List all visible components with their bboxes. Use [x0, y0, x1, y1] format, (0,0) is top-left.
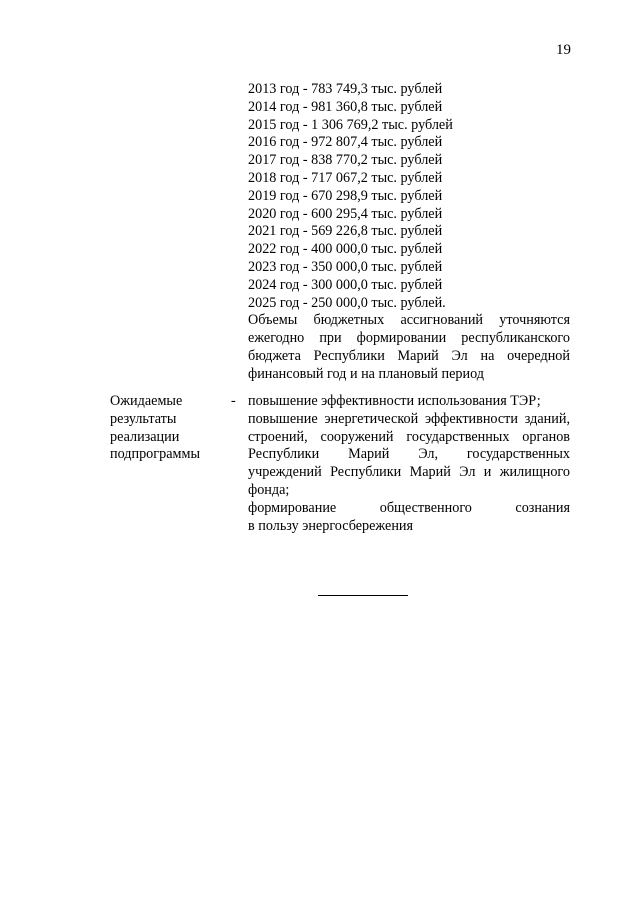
budget-year-line: 2013 год - 783 749,3 тыс. рублей	[248, 81, 443, 97]
budget-year-line: 2022 год - 400 000,0 тыс. рублей	[248, 241, 443, 258]
budget-year-line: 2016 год - 972 807,4 тыс. рублей	[248, 134, 443, 151]
page-number: 19	[556, 42, 571, 58]
label-line: результаты	[110, 410, 177, 427]
budget-year-line: 2018 год - 717 067,2 тыс. рублей	[248, 169, 443, 186]
budget-year-line: 2015 год - 1 306 769,2 тыс. рублей	[248, 116, 453, 133]
budget-year-line: 2014 год - 981 360,8 тыс. рублей	[248, 98, 443, 115]
budget-year-line: 2025 год - 250 000,0 тыс. рублей.	[248, 294, 446, 311]
result-item: повышение энергетической эффективности зданий, строений, сооружений государственных органов Республики Марий Эл, государственных учреждений Республики Марий Эл и жилищного фонда;	[248, 410, 570, 498]
result-item: формирование общественного сознания	[248, 499, 570, 516]
expected-results-list	[248, 393, 570, 535]
result-item: в пользу энергосбережения	[248, 517, 414, 534]
budget-year-line: 2017 год - 838 770,2 тыс. рублей	[248, 152, 443, 169]
label-line: реализации	[110, 428, 180, 445]
budget-year-line: 2023 год - 350 000,0 тыс. рублей	[248, 258, 443, 275]
budget-year-line: 2020 год - 600 295,4 тыс. рублей	[248, 205, 443, 222]
budget-year-line: 2019 год - 670 298,9 тыс. рублей	[248, 187, 443, 204]
budget-allocations-block	[248, 81, 570, 384]
expected-results-label	[110, 393, 220, 464]
end-of-section-rule	[318, 595, 408, 596]
budget-year-line: 2024 год - 300 000,0 тыс. рублей	[248, 276, 443, 293]
label-line: Ожидаемые	[110, 393, 183, 409]
budget-year-line: 2021 год - 569 226,8 тыс. рублей	[248, 223, 443, 240]
label-separator-dash: -	[231, 393, 236, 409]
result-item: повышение эффективности использования ТЭР;	[248, 393, 541, 409]
label-line: подпрограммы	[110, 446, 200, 463]
budget-note-paragraph: Объемы бюджетных ассигнований уточняются ежегодно при формировании республиканского бюджета Республики Марий Эл на очередной финансовый год и на плановый период	[248, 312, 570, 382]
